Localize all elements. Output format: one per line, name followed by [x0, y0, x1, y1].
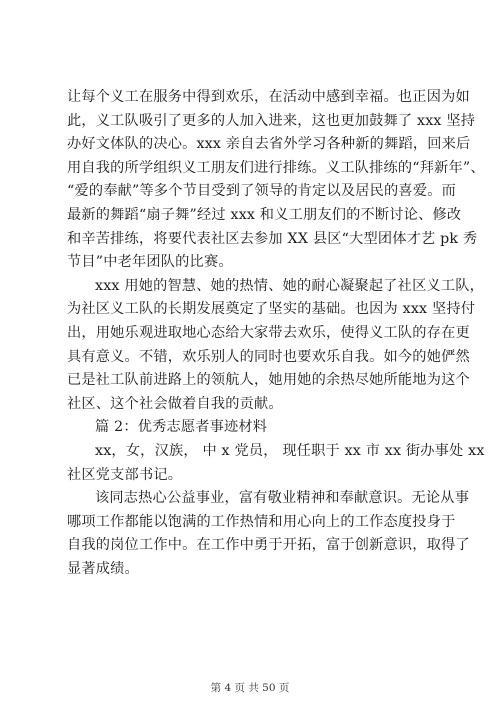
text-line: 具有意义。不错，欢乐别人的同时也要欢乐自我。如今的她俨然: [67, 348, 470, 365]
text-line: 自我的岗位工作中。在工作中勇于开拓，富于创新意识，取得了: [67, 537, 470, 554]
text-line: 已是社工队前进路上的领航人，她用她的余热尽她所能地为这个: [67, 372, 470, 389]
paragraph: [67, 487, 470, 581]
text-line: 办好文体队的决心。xxx 亲自去省外学习各种新的舞蹈，回来后: [67, 136, 471, 153]
text-line: 社区党支部书记。: [67, 466, 183, 483]
paragraph: [67, 275, 485, 417]
paragraph: [67, 440, 485, 487]
document-body: [67, 86, 485, 581]
text-line: 此，义工队吸引了更多的人加入进来，这也更加鼓舞了 xxx 坚持: [67, 112, 476, 129]
text-line: 社区、这个社会做着自我的贡献。: [67, 395, 283, 412]
text-line: 和辛苦排练，将要代表社区去参加 XX 县区“大型团体才艺 pk 秀: [67, 230, 478, 247]
paragraph: [67, 416, 443, 440]
text-line: xxx 用她的智慧、她的热情、她的耐心凝聚起了社区义工队，: [95, 277, 485, 294]
text-line: 用自我的所学组织义工朋友们进行排练。义工队排练的“拜新年”、: [67, 159, 485, 176]
text-line: “爱的奉献”等多个节目受到了领导的肯定以及居民的喜爱。而: [67, 183, 456, 200]
text-line: 为社区义工队的长期发展奠定了坚实的基础。也因为 xxx 坚持付: [67, 301, 476, 318]
text-line: 让每个义工在服务中得到欢乐，在活动中感到幸福。也正因为如: [67, 89, 470, 105]
text-line: 出，用她乐观进取地心态给大家带去欢乐，使得义工队的存在更: [67, 324, 470, 341]
text-line: 最新的舞蹈“扇子舞”经过 xxx 和义工朋友们的不断讨论、修改: [67, 206, 462, 223]
text-line: 哪项工作都能以饱满的工作热情和用心向上的工作态度投身于: [67, 513, 456, 530]
text-line: xx，女，汉族， 中 x 党员， 现任职于 xx 市 xx 街办事处 xx: [95, 442, 485, 459]
page-footer: 第 4 页 共 50 页: [210, 682, 290, 694]
text-line: 节目”中老年团队的比赛。: [67, 254, 233, 271]
paragraph: [67, 86, 485, 275]
text-line: 该同志热心公益事业，富有敬业精神和奉献意识。无论从事: [95, 490, 470, 507]
text-line: 显著成绩。: [67, 560, 139, 577]
text-line: 篇 2：优秀志愿者事迹材料: [95, 419, 268, 436]
